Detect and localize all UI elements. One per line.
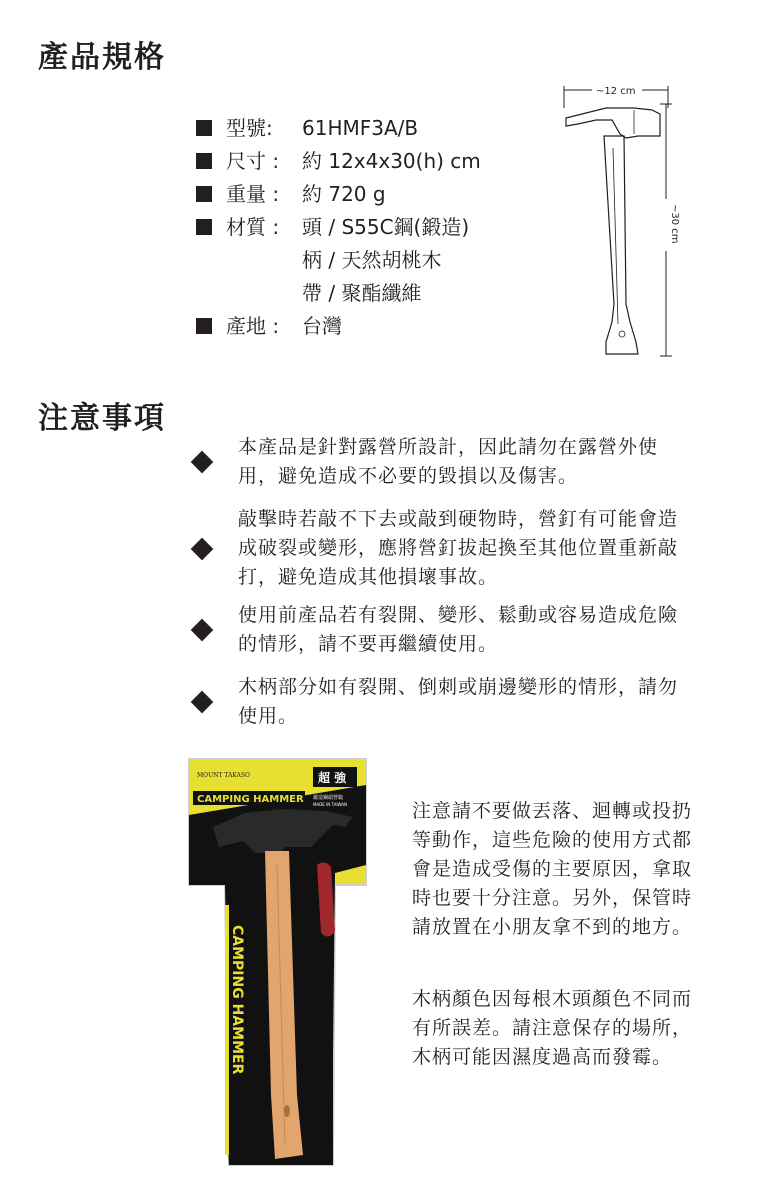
notes-section-title: 注意事項 [38,401,166,436]
spec-section-title: 產品規格 [38,40,166,75]
spec-row-size [196,145,481,178]
note-item [190,433,690,491]
package-badge: 超 強 [318,771,347,785]
spec-row-material-handle [196,244,481,277]
side-note: 注意請不要做丟落、迴轉或投扔等動作，這些危險的使用方式都會是造成受傷的主要原因，拿取時也要十分注意。另外，保管時請放置在小朋友拿不到的地方。 [412,800,693,938]
hammer-dimension-diagram [556,74,706,364]
diamond-bullet-icon [191,619,214,642]
spec-row-weight [196,178,481,211]
spec-value: 柄 / 天然胡桃木 [302,248,442,272]
spec-row-model [196,112,481,145]
diamond-bullet-icon [191,691,214,714]
spec-label: 尺寸 : [226,149,280,173]
note-item [190,673,690,731]
note-text: 本產品是針對露營所設計，因此請勿在露營外使用，避免造成不必要的毀損以及傷害。 [238,436,659,487]
note-item [190,505,690,592]
hammer-outline-icon [556,74,706,364]
spec-value: 帶 / 聚酯纖維 [302,281,422,305]
spec-value: 台灣 [302,314,342,338]
package-brand: MOUNT TAKASO [197,772,250,779]
hammer-package-image [185,755,370,1180]
note-text: 敲擊時若敲不下去或敲到硬物時，營釘有可能會造成破裂或變形，應將營釘拔起換至其他位置重新敲打，避免造成其他損壞事故。 [238,508,679,588]
package-banner: CAMPING HAMMER [197,794,304,805]
spec-value: 約 720 g [302,182,386,206]
spec-value: 頭 / S55C鋼(鍛造) [302,215,470,239]
note-text: 使用前產品若有裂開、變形、鬆動或容易造成危險的情形，請不要再繼續使用。 [238,604,679,655]
square-bullet-icon [196,120,212,136]
spec-label: 重量 : [226,182,280,206]
square-bullet-icon [196,153,212,169]
spec-value: 61HMF3A/B [302,116,419,140]
diamond-bullet-icon [191,451,214,474]
spec-row-origin [196,310,481,343]
note-item [190,601,690,659]
note-text: 木柄部分如有裂開、倒刺或崩邊變形的情形，請勿使用。 [238,676,679,727]
square-bullet-icon [196,318,212,334]
spec-label: 型號: [226,116,273,140]
package-made: MADE IN TAIWAN [313,802,348,807]
square-bullet-icon [196,219,212,235]
spec-row-material-strap [196,277,481,310]
side-note: 木柄顏色因每根木頭顏色不同而有所誤差。請注意保存的場所，木柄可能因濕度過高而發霉。 [412,988,693,1068]
spec-row-material [196,211,481,244]
spec-label: 產地 : [226,314,280,338]
spec-list [196,112,481,343]
height-dimension-label: ~30 cm [669,204,680,244]
product-photo [185,755,370,1180]
spec-label: 材質 : [226,215,280,239]
package-sub: 鍛造鋼頭營鎚 [313,795,344,801]
square-bullet-icon [196,186,212,202]
diamond-bullet-icon [191,537,214,560]
spec-value: 約 12x4x30(h) cm [302,149,481,173]
width-dimension-label: ~12 cm [596,86,636,97]
package-side-label: CAMPING HAMMER [229,925,245,1075]
